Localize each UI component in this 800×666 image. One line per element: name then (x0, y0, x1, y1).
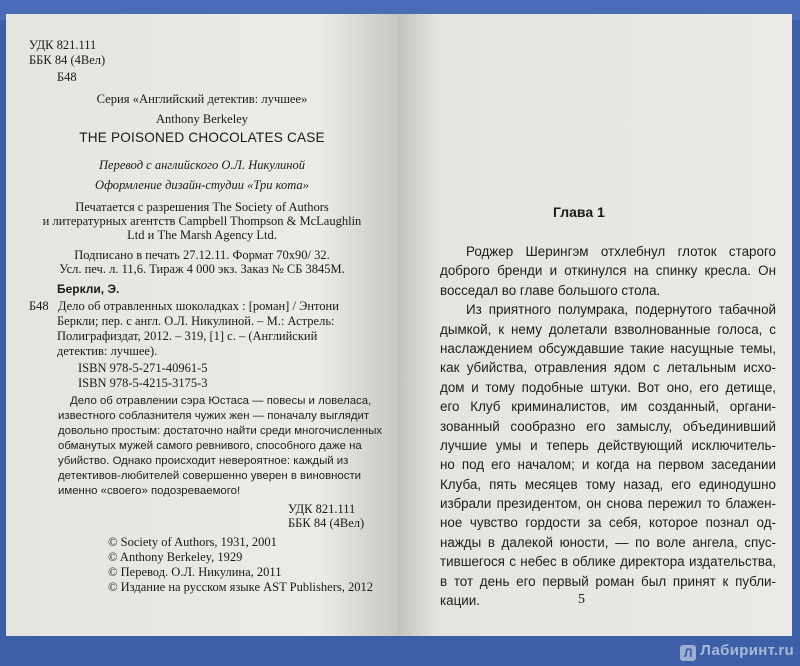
book-code: Б48 (57, 70, 77, 84)
biblio-line: Полиграфиздат, 2012. – 319, [1] с. – (Английский (57, 329, 318, 343)
biblio-line: Беркли; пер. с англ. О.Л. Никулиной. – М.: Астрель: (57, 314, 335, 328)
copyright-line: © Anthony Berkeley, 1929 (108, 550, 243, 564)
annotation-line: убийство. Однако происходит невероятное: каждый из (58, 455, 349, 467)
text-line: наслаждением обсуждавшие такие насущные темы, (440, 340, 776, 356)
text-line: дымкой, к нему долетали взволнованные голоса, с (440, 321, 776, 337)
annotation-line: детективов-любителей совершенно уверен в виновности (58, 470, 362, 482)
text-line: лучшие умы и теперь действующий исключитель- (440, 437, 776, 453)
title-en: THE POISONED CHOCOLATES CASE (79, 130, 325, 145)
text-line: Клуба, пять месяцев тому назад, его единодушно (440, 476, 776, 492)
translation-credit: Перевод с английского О.Л. Никулиной (99, 158, 305, 172)
text-line: избрали президентом, он снова пережил то блажен- (440, 496, 776, 512)
text-line: в тот день его первый роман был принят к публи- (440, 573, 776, 589)
annotation-line: обманутых мужей самого ревнивого, способного даже на (58, 440, 362, 452)
biblio-line: детектив: лучшее). (57, 344, 158, 358)
watermark (680, 642, 794, 661)
permission-line: и литературных агентств Campbell Thompson & McLaughlin (42, 214, 362, 228)
text-line: его Клуб криминалистов, им созданный, органи- (440, 399, 776, 415)
page-number: 5 (578, 592, 585, 607)
permission-line: Печатается с разрешения The Society of Authors (75, 200, 329, 214)
annotation-line: именно «своего» подозреваемого! (58, 485, 241, 497)
watermark-text: Лабиринт.ru (700, 642, 794, 659)
print-info-line: Подписано в печать 27.12.11. Формат 70х90/ 32. (74, 248, 330, 262)
copyright-line: © Перевод. О.Л. Никулина, 2011 (108, 565, 282, 579)
series: Серия «Английский детектив: лучшее» (96, 92, 308, 106)
chapter-heading: Глава 1 (553, 204, 605, 220)
text-line: Роджер Шерингэм отхлебнул глоток старого (466, 244, 776, 259)
biblio-line: Дело об отравленных шоколадках : [роман] / Энтони (58, 299, 339, 313)
design-credit: Оформление дизайн-студии «Три кота» (95, 178, 309, 192)
text-line: как убийства, отравления ядом с летальным исхо- (440, 360, 776, 376)
text-line: нажды в далекой юности, — по воле ангела, спус- (440, 534, 776, 550)
annotation-line: известного соблазнителя чужих жен — поначалу выглядит (58, 410, 370, 422)
print-info-line: Усл. печ. л. 11,6. Тираж 4 000 экз. Заказ № СБ 3845М. (59, 262, 345, 276)
text-line: зованный сообразно его замыслу, объединивший (440, 418, 776, 434)
bbk-bottom: ББК 84 (4Вел) (288, 516, 365, 530)
text-line: восседал во главе большого стола. (440, 282, 661, 298)
permission-line: Ltd и The Marsh Agency Ltd. (127, 228, 277, 242)
copyright-line: © Society of Authors, 1931, 2001 (108, 535, 277, 549)
right-page (398, 14, 792, 650)
isbn: ISBN 978-5-4215-3175-3 (78, 376, 208, 390)
author-ru: Беркли, Э. (57, 282, 120, 296)
biblio-code: Б48 (29, 299, 49, 313)
text-line: дом и тому подобные штуки. Вот оно, его детище, (440, 379, 776, 395)
chapter-text (440, 242, 776, 610)
annotation-line: Дело об отравлении сэра Юстаса — повесы и ловеласа, (70, 395, 372, 407)
text-line: но под его началом; и когда на первом заседании (440, 457, 776, 473)
labirint-logo-icon: Л (680, 645, 696, 661)
text-line: Из приятного полумрака, подернутого табачной (466, 302, 776, 318)
bbk: ББК 84 (4Вел) (29, 53, 106, 67)
isbn: ISBN 978-5-271-40961-5 (78, 361, 208, 375)
udk: УДК 821.111 (29, 38, 97, 52)
text-line: тившегося с небес в облике директора издательства, (440, 554, 776, 570)
text-line: доброго бренди и откинулся на спинку кресла. Он (440, 263, 776, 279)
author-en: Anthony Berkeley (156, 112, 248, 126)
copyright-line: © Издание на русском языке AST Publishers, 2012 (108, 580, 373, 594)
annotation-line: довольно простым: достаточно найти среди многочисленных (58, 425, 383, 437)
text-line: кации. (440, 593, 480, 609)
text-line: ное чувство гордости за себя, которое познал од- (440, 515, 776, 531)
udk-bottom: УДК 821.111 (288, 502, 356, 516)
left-page (6, 14, 398, 650)
